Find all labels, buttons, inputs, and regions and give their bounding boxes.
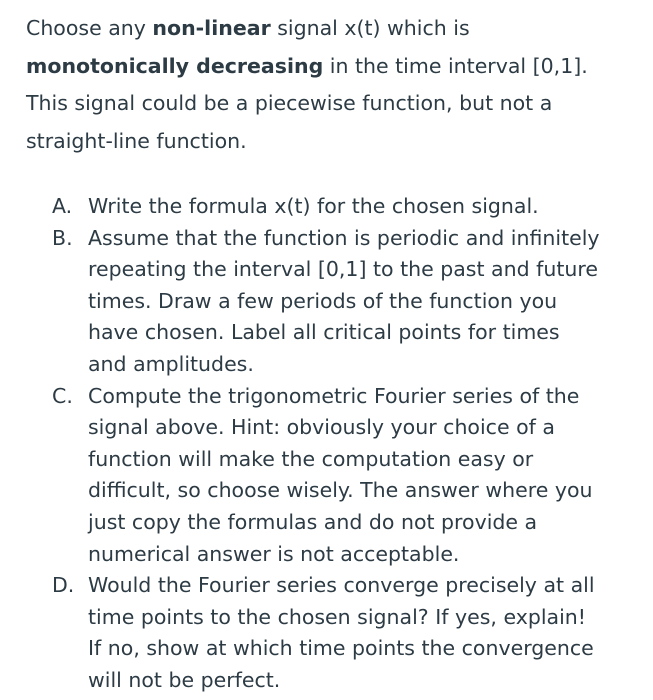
list-marker-d: D. bbox=[52, 573, 75, 598]
list-text-a: Write the formula x(t) for the chosen signal. bbox=[88, 194, 539, 218]
list-text-c: Compute the trigonometric Fourier series of the signal above. Hint: obviously your choice of a function will make the computation easy or difficult, so choose wisely. The answer where you just copy the formulas and do not provide a numerical answer is not acceptable. bbox=[88, 383, 593, 566]
intro-bold-non-linear: non-linear bbox=[152, 16, 271, 40]
intro-text-1: Choose any bbox=[26, 16, 153, 40]
list-marker-c: C. bbox=[52, 383, 73, 408]
list-text-b: Assume that the function is periodic and infinitely repeating the interval [0,1] to the past and future times. Draw a few periods of the function you have chosen. Label all critical points for times and amplitudes. bbox=[88, 225, 600, 376]
list-item-a bbox=[26, 191, 602, 223]
list-item-b bbox=[26, 223, 602, 381]
intro-paragraph bbox=[26, 10, 626, 160]
list-marker-b: B. bbox=[52, 225, 73, 250]
list-marker-a: A. bbox=[52, 194, 73, 218]
intro-text-2: signal x(t) which is bbox=[270, 16, 470, 40]
intro-text-3: in the time interval [0,1]. This signal could be a piecewise function, but not a straight-line function. bbox=[26, 53, 588, 153]
question-list bbox=[26, 191, 602, 697]
list-item-d bbox=[26, 570, 602, 696]
list-item-c bbox=[26, 381, 602, 571]
intro-bold-monotonically-decreasing: monotonically decreasing bbox=[26, 53, 324, 78]
list-text-d: Would the Fourier series converge precisely at all time points to the chosen signal? If yes, explain! If no, show at which time points the convergence will not be perfect. bbox=[88, 573, 595, 692]
